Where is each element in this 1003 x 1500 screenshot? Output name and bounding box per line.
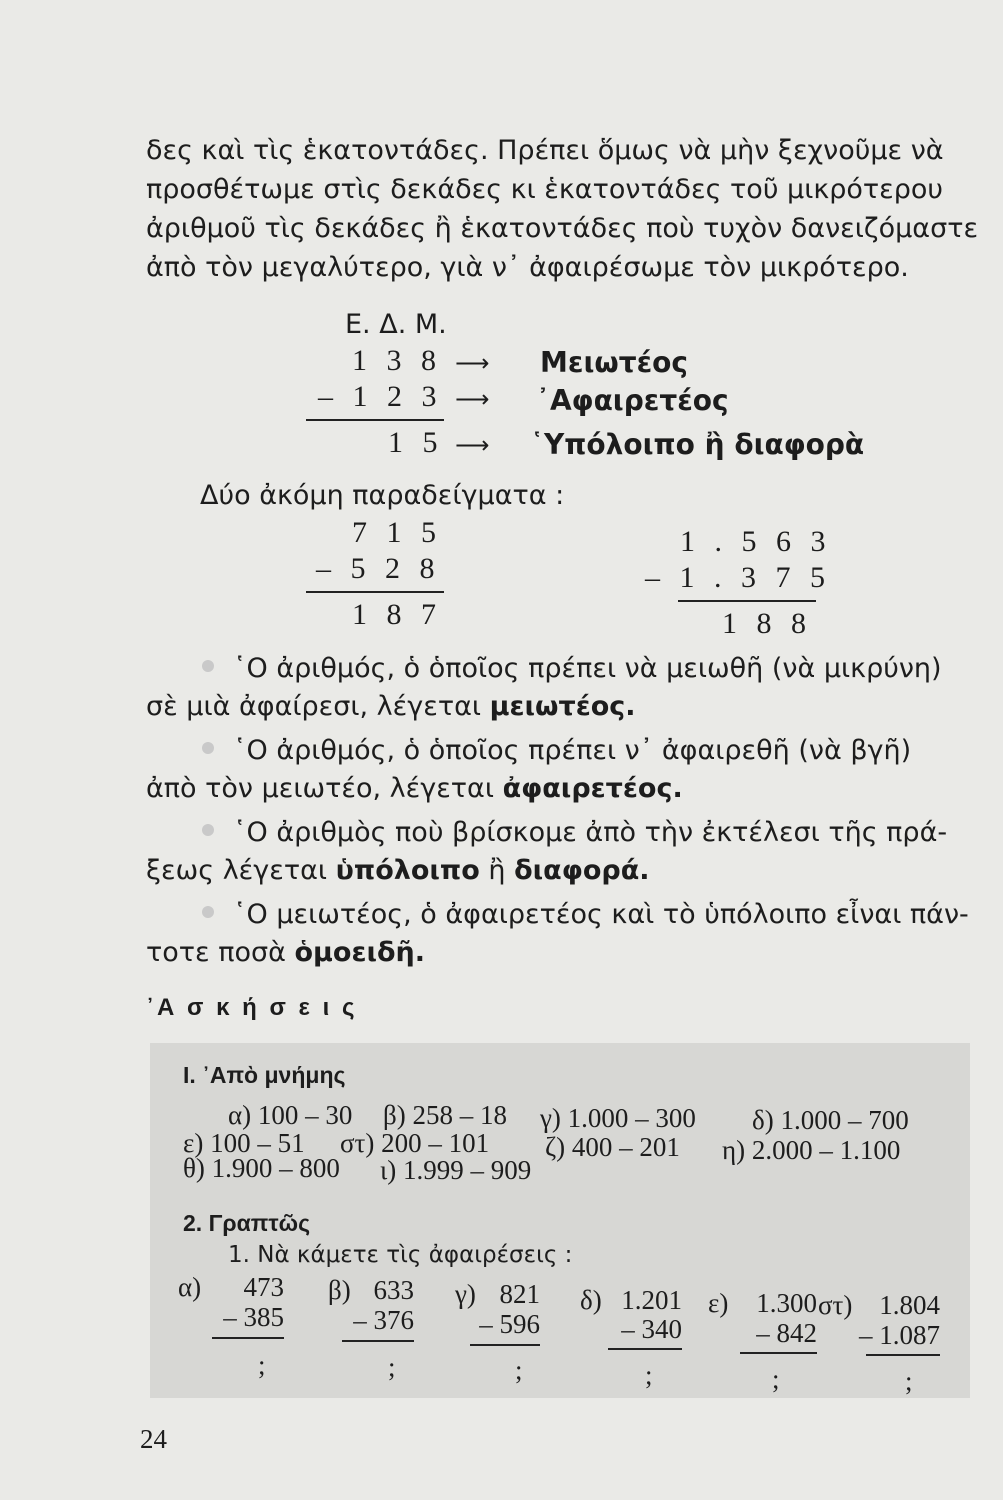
problem-top: 1.201 xyxy=(621,1285,682,1315)
example-1-minuend: 7 1 5 xyxy=(352,516,442,549)
example-2-minuend: 1 . 5 6 3 xyxy=(680,525,832,558)
definition-1-text: σὲ μιὰ ἀφαίρεσι, λέγεται xyxy=(146,691,490,722)
mental-item: ε) 100 – 51 xyxy=(183,1128,305,1158)
problem-label: γ) xyxy=(455,1279,476,1309)
section-2-title: 2. Γραπτῶς xyxy=(183,1210,311,1236)
example-2-subtrahend: – 1 . 3 7 5 xyxy=(645,561,831,594)
problem-top: 1.804 xyxy=(879,1290,940,1320)
term-difference: διαφορά. xyxy=(514,855,650,886)
problem-rule xyxy=(740,1352,817,1354)
definition-1-line-2 xyxy=(146,688,636,726)
problem-label: δ) xyxy=(580,1285,602,1315)
bullet-dot-icon xyxy=(202,660,214,672)
problem-answer: ; xyxy=(388,1352,396,1382)
arrow-right-icon: ⟶ xyxy=(455,385,490,413)
definition-3-text: ξεως λέγεται xyxy=(146,855,336,886)
problem-label: στ) xyxy=(818,1290,853,1320)
diagram-result-rule xyxy=(306,419,444,421)
problem-bottom: – 385 xyxy=(223,1302,284,1332)
problem-top: 1.300 xyxy=(756,1288,817,1318)
example-1-subtrahend: – 5 2 8 xyxy=(316,552,441,585)
term-minuend: μειωτέος. xyxy=(489,691,636,722)
bullet-dot-icon xyxy=(202,906,214,918)
mental-item: ι) 1.999 – 909 xyxy=(380,1155,532,1185)
exercises-heading: ᾿Α σ κ ή σ ε ι ς xyxy=(146,994,358,1021)
intro-line-2: προσθέτωμε στὶς δεκάδες κι ἑκατοντάδες τοῦ μικρότερου xyxy=(146,174,944,205)
definition-4-line-1: ῾Ο μειωτέος, ὁ ἀφαιρετέος καὶ τὸ ὑπόλοιπο εἶναι πάν- xyxy=(233,899,969,930)
problem-rule xyxy=(212,1337,284,1339)
definition-1-line-1: ῾Ο ἀριθμός, ὁ ὁποῖος πρέπει νὰ μειωθῆ (νὰ μικρύνη) xyxy=(233,653,942,684)
section-2-subtitle: 1. Νὰ κάμετε τὶς ἀφαιρέσεις : xyxy=(228,1242,573,1268)
problem-answer: ; xyxy=(515,1355,523,1385)
bullet-dot-icon xyxy=(202,742,214,754)
bullet-dot-icon xyxy=(202,824,214,836)
problem-label: ε) xyxy=(708,1288,729,1318)
problem-answer: ; xyxy=(772,1364,780,1394)
diagram-result: 1 5 xyxy=(388,426,444,459)
examples-title: Δύο ἀκόμη παραδείγματα : xyxy=(200,480,565,511)
problem-top: 473 xyxy=(243,1272,284,1302)
problem-bottom: – 376 xyxy=(353,1305,414,1335)
label-result: ῾Υπόλοιπο ἢ διαφορὰ xyxy=(530,428,865,461)
problem-rule xyxy=(608,1348,682,1350)
definition-4-line-2 xyxy=(146,934,425,972)
example-1-rule xyxy=(306,591,444,593)
problem-top: 821 xyxy=(499,1279,540,1309)
problem-label: β) xyxy=(328,1275,351,1305)
arrow-right-icon: ⟶ xyxy=(455,349,490,377)
example-2-result: 1 8 8 xyxy=(722,607,812,640)
definition-3-line-1: ῾Ο ἀριθμὸς ποὺ βρίσκομε ἀπὸ τὴν ἐκτέλεσι τῆς πρά- xyxy=(233,817,948,848)
page-number: 24 xyxy=(140,1424,167,1454)
problem-top: 633 xyxy=(373,1275,414,1305)
intro-line-4: ἀπὸ τὸν μεγαλύτερο, γιὰ ν᾿ ἀφαιρέσωμε τὸν μικρότερο. xyxy=(146,252,909,283)
mental-item: δ) 1.000 – 700 xyxy=(752,1105,909,1135)
definition-3-line-2 xyxy=(146,852,650,890)
place-value-header: Ε. Δ. Μ. xyxy=(345,309,447,340)
diagram-minuend: 1 3 8 xyxy=(352,344,442,377)
term-subtrahend: ἀφαιρετέος. xyxy=(502,773,683,804)
problem-bottom: – 1.087 xyxy=(859,1320,940,1350)
problem-answer: ; xyxy=(645,1360,653,1390)
mental-item: θ) 1.900 – 800 xyxy=(183,1153,340,1183)
problem-answer: ; xyxy=(905,1366,913,1396)
label-minuend: Μειωτέος xyxy=(540,346,688,379)
problem-rule xyxy=(470,1344,540,1346)
problem-rule xyxy=(866,1354,940,1356)
diagram-subtrahend: – 1 2 3 xyxy=(318,380,443,413)
mental-item: στ) 200 – 101 xyxy=(340,1128,490,1158)
problem-bottom: – 340 xyxy=(621,1314,682,1344)
mental-item: η) 2.000 – 1.100 xyxy=(722,1135,901,1165)
arrow-right-icon: ⟶ xyxy=(455,431,490,459)
problem-bottom: – 842 xyxy=(756,1318,817,1348)
problem-label: α) xyxy=(178,1272,202,1302)
definition-2-line-1: ῾Ο ἀριθμός, ὁ ὁποῖος πρέπει ν᾿ ἀφαιρεθῆ (νὰ βγῆ) xyxy=(233,735,912,766)
definition-3-conjunction: ἢ xyxy=(479,855,515,886)
term-homogeneous: ὁμοειδῆ. xyxy=(294,937,426,968)
mental-item: ζ) 400 – 201 xyxy=(545,1132,680,1162)
definition-2-line-2 xyxy=(146,770,683,808)
section-1-title: Ι. ᾿Απὸ μνήμης xyxy=(183,1062,346,1088)
intro-line-3: ἀριθμοῦ τὶς δεκάδες ἢ ἑκατοντάδες ποὺ τυχὸν δανειζόμαστε xyxy=(146,213,979,244)
definition-2-text: ἀπὸ τὸν μειωτέο, λέγεται xyxy=(146,773,503,804)
example-2-rule xyxy=(678,600,816,602)
label-subtrahend: ᾿Αφαιρετέος xyxy=(536,384,729,417)
problem-bottom: – 596 xyxy=(479,1309,540,1339)
problem-rule xyxy=(342,1340,414,1342)
problem-answer: ; xyxy=(258,1350,266,1380)
definition-4-text: τοτε ποσὰ xyxy=(146,937,295,968)
mental-item: α) 100 – 30 xyxy=(228,1100,353,1130)
mental-item: β) 258 – 18 xyxy=(383,1100,507,1130)
mental-item: γ) 1.000 – 300 xyxy=(540,1103,696,1133)
term-remainder: ὑπόλοιπο xyxy=(335,855,480,886)
example-1-result: 1 8 7 xyxy=(352,598,442,631)
intro-line-1: δες καὶ τὶς ἑκατοντάδες. Πρέπει ὅμως νὰ μὴν ξεχνοῦμε νὰ xyxy=(146,135,944,166)
